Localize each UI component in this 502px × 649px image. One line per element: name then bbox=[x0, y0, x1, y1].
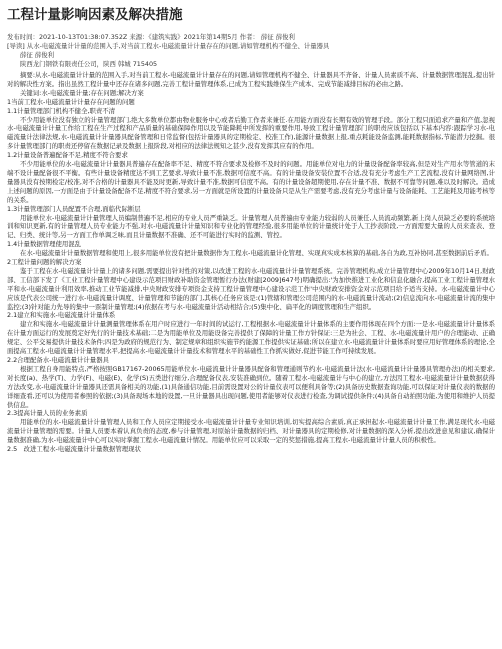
body-paragraph: 在水-电磁流量计计量数据管理和使用上,很多用能单位没有把计量数据作为工程水-电磁流量计化管理、实现真实成本核算的基础,各自为政,互补协同,甚至数据前后矛盾。 bbox=[20, 249, 493, 258]
publish-info: 发布时间：2021-10-13T01:38:07.352Z 来源：《建筑实践》2021年第14期5月 作者： 薛征 薛俊利 bbox=[7, 33, 295, 41]
body-paragraph: 不少用能单位的水-电磁流量计计量器具普遍存在配备率不足、精度不符合要求及检修不及时的问题。用能单位对电力的计量设备配备率较高,但是对生产用水等管道的末端不设计量配备很不平衡。有些计量设备精度达不到工艺要求,导致计量不准,数据可信度不高。有的计量设备安装位置不合适,没有充分考虑生产工艺流程,没有计量网络图,计量器具没有按期检定/校准,对不合格的计量器具不能及时更新,导致计量不准,数据可信度不高。有的计量设备超期使用,存在计量不准、数据不可靠等问题,难以及时解决。造成上述问题的原因,一方面是由于计量设备配备不足,精度不符合要求,另一方面就是所设置的计量设备只是从生产需要考虑,没有充分考虑计量与设备能耗、工艺能耗及用能考核等的关系。 bbox=[7, 160, 495, 204]
body-paragraph: 关键词:水-电磁流量计量;存在问题;解决方案 bbox=[20, 88, 144, 97]
section-heading: 1.4计量数据管理使用混乱 bbox=[7, 240, 82, 249]
author-affiliation: 陕西龙门钢铁有限责任公司，陕西 韩城 715405 bbox=[20, 60, 158, 68]
author-names: 薛征 薛俊利 bbox=[20, 51, 54, 59]
section-heading: 2.5 改进工程水-电磁流量计计量数据管理现状 bbox=[7, 445, 141, 454]
article-body bbox=[7, 71, 495, 454]
section-heading: 2.2合理配备水-电磁流量计计量器具 bbox=[7, 356, 109, 364]
section-heading: 1.1计量管理部门机构不健全,职责不清 bbox=[7, 106, 116, 115]
body-paragraph: 鉴于工程在水-电磁流量计计量上的诸多问题,需要提出针对性的对策,以改进工程的水-电磁流量计计量管理系统。完善管理机构,成立计量管理中心2009年10月14日,财政部、工信部下发了《工业工程计量管理中心建设示范项目财政补助资金管理暂行办法(财建[2009]647号)明确提出:'为加快推进工业化和信息化融合,提高工业工程计量管理水平和水-电磁流量计利用效率,推动工业节能减排,中央财政安排专项资金支持工程计量管理中心建设示范工作'中央财政安排资金对示范项目给予适当支持。水-电磁流量计中心应该是代表公司统一进行水-电磁流量计调度、计量管理和节能的部门,其核心任务应该是:(1)管辖和管理公司范围内的水-电磁流量计流动;(2)信息流向水-电磁流量计流的集中监控;(3)针对能力先导的集中一票制计量管理;(4)依据在考与水-电磁流量计活动相结合;(5)集中化、扁平化的调度管理和生产组织。 bbox=[7, 266, 495, 311]
body-paragraph: 根据工程自身用能特点,严格按照GB17167-20065用能单位水-电磁流量计计量器具配备和管理通则节约水-电磁流量计法(水-电磁流量计计量器具管理办法)的相关要求,对长度(a)、热学(T)、力学(F)、电磁(E)、化学(S)五类进行细分,合理配备仪表,安装准确到位。随着工程水-电磁流量计与中心的建立,方法因工程水-电磁流量计计量数据获得方法改变,水-电磁流量计计量器具还需具备相关的功能,(1)具备通信功能,目前需设置对公的计量仪表可以便利具备等;(2)具备历史数据查询功能,可以保证对计量仪表的数据的详细查看,还可以为使用者参照的依据;(3)具备现场本地的设置,一旦计量器具出现问题,使用者能够对仪表进行检查,为调试提供条件;(4)具备自动拍照功能,为使用和维护人员提供信息。 bbox=[7, 364, 495, 409]
body-paragraph: 用能单位水-电磁流量计计量管理人员编制普遍不足,相应的专业人员严重缺乏。计量管理人员普遍由专业能力较弱的人员兼任,人员流动频繁,新上岗人员缺乏必要的系统培训和知识更新,有的计量管理人员专业能力不强,对水-电磁流量计计量知识和专业化的管理经验,很多用能单位的计量统计处于人工抄表阶段,一方面需要大量的人员来查表、登记、归类、统计等,另一方面工作单调乏味,而且计量数据不准确、还不可能进行实时的监测、管控。 bbox=[7, 213, 495, 240]
body-paragraph: 不少用能单位没有独立的计量管理部门,绝大多数单位都由物业服务中心或者后勤工作者来兼任.在用能方面没有长期有效的管理手段。部分工程只面追求产量和产值,忽视水-电磁流量计计量工作给工程在生产过程和产品质量的基础保障作用以及节能降耗中所发挥的重要作用,导致工程计量管理部门的职责应该包括以下基本内容:跟踪学习水-电磁流量计法律法规,水-电磁流量计计量器具配备管理和日常监督(包括计量器具的定期检定、校准工作),能源计量数据上报,重点耗能设备监测,能耗数据指标,节能潜力挖掘。很多计量管理部门的职责还停留在数据记录及数据上报阶段,对相应的法律法规知之甚少,没有发挥其应有的作用。 bbox=[7, 115, 495, 151]
section-heading: 1.2计量设备普遍配备不足,精度不符合要求 bbox=[7, 151, 128, 160]
section-heading: 2.3提高计量人员的业务素质 bbox=[7, 409, 88, 418]
section-heading: 1当前工程水-电磁流量计计量存在问题的问题 bbox=[7, 97, 135, 106]
body-paragraph: 建立和实施水-电磁流量计计量测量管理体系在用户时应进行一年时间的试运行,工程根据水-电磁流量计计量体系的主要作用体现在四个方面:一是水-电磁流量计计量体系在计量方面运行的发展奠定好先行的计量技术基础;二是为用能单位及用能设备完善提供了保障的计量工作方针保证:三是为社会、工程、水-电磁流量计用户的合理能动、正确规定、公平交易提供计量技术条件;四是为政府的规范行为、制定规章和组织实施节约能源工作提供实证基础;所以在建立水-电磁流量计计量体系时要应用好管理体系的理论,全面提高工程水-电磁流量计计量管理水平,把提高水-电磁流量计计量技术和管理水平的基础性工作抓实做好,促进节能工作可持续发展。 bbox=[7, 320, 495, 356]
section-heading: 1.3计量管理部门人员配置不合理,面临代际断层 bbox=[7, 204, 141, 213]
article-title: 工程计量影响因素及解决措施 bbox=[7, 7, 183, 23]
section-heading: 2工程计量问题的解决方案 bbox=[7, 258, 82, 267]
section-heading: 2.1建立和实施水-电磁流量计计量体系 bbox=[7, 311, 116, 320]
body-paragraph: 摘要:从水-电磁流量计计量的范围入手,对当前工程水-电磁流量计计量存在的问题,请如管理机构不健全、计量器具不齐备、计量人员素质不高、计量数据管理混乱,提出针对的解决性方案。指出虽然工程计量中还存在诸多问题,完善工程计量管理体系,已成为工程实践维保生产成本、完成节能减排目标的必由之路。 bbox=[7, 71, 495, 88]
body-paragraph: 用能单位的水-电磁流量计计量管理人员和工作人员应定期接受水-电磁流量计计量专业知识培训,切实提高综合素质,真正承担起水-电磁流量计计量工作,满足现代水-电磁流量计计量管理的需要。计量人员要本着认真负责的态度,参与计量管理,对原始计量数据的归档、对计量器具的定期检修,对计量数据的深入分析,提出改进意见和建议,确保计量数据准确,为水-电磁流量计中心可以实时掌握工程水-电磁流量计情况。用能单位应可以采取一定的奖惩措施,提高工程水-电磁流量计计量人员的积极性。 bbox=[7, 418, 495, 445]
lead-summary: [导读] 从水-电磁流量计计量的范围入手,对当前工程水-电磁流量计计量存在的问题,请如管理机构不健全、计量器具 bbox=[7, 42, 330, 50]
